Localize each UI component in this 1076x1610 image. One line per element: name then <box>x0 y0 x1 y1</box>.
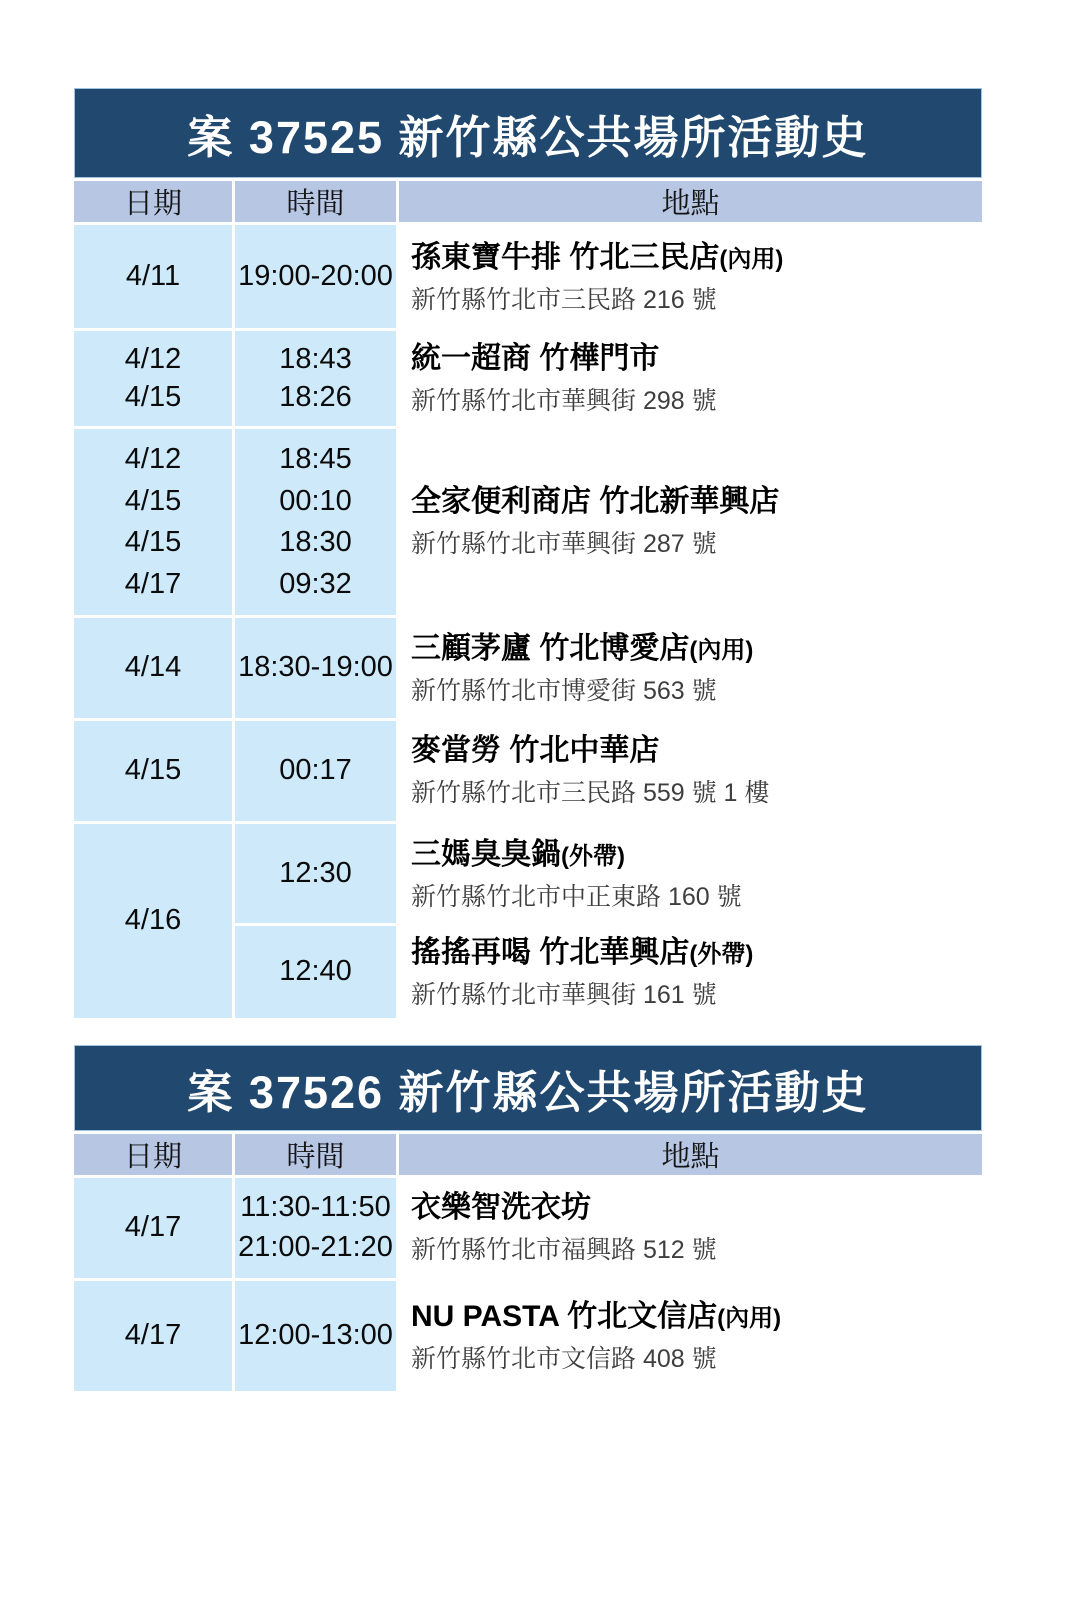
column-header-place: 地點 <box>399 181 982 222</box>
time-cell <box>235 225 396 328</box>
dine-in-tag: (內用) <box>719 245 784 273</box>
time-value: 18:26 <box>279 380 352 413</box>
place-address: 新竹縣竹北市博愛街 563 號 <box>411 677 717 706</box>
date-value: 4/15 <box>124 380 182 413</box>
place-name-line <box>411 1298 781 1333</box>
date-value: 4/14 <box>124 651 182 684</box>
place-name-line <box>411 342 659 375</box>
place-cell <box>399 1178 982 1278</box>
case-37526-header-row <box>74 1134 982 1175</box>
column-header-time: 時間 <box>235 1134 396 1175</box>
takeout-tag: (外帶) <box>689 941 754 969</box>
place-cell <box>399 824 982 923</box>
case-37525-header-row <box>74 181 982 222</box>
column-header-date: 日期 <box>74 1134 232 1175</box>
case-37526-title: 案 37526 新竹縣公共場所活動史 <box>74 1045 982 1131</box>
place-address: 新竹縣竹北市三民路 216 號 <box>411 285 717 314</box>
time-value: 09:32 <box>279 567 352 600</box>
date-cell <box>74 1281 232 1391</box>
place-address: 新竹縣竹北市中正東路 160 號 <box>411 882 742 911</box>
time-value: 12:00-13:00 <box>238 1319 393 1352</box>
place-cell <box>399 1281 982 1391</box>
place-cell <box>399 618 982 718</box>
place-name: 麥當勞 竹北中華店 <box>411 734 660 768</box>
column-header-time: 時間 <box>235 181 396 222</box>
date-value: 4/11 <box>125 259 181 292</box>
time-value: 00:17 <box>279 754 352 787</box>
place-name: 搖搖再喝 竹北華興店 <box>411 936 690 970</box>
place-name-line <box>411 1191 591 1224</box>
time-cell <box>235 721 396 821</box>
place-name: 三媽臭臭鍋 <box>411 837 561 871</box>
time-cell <box>235 618 396 718</box>
column-header-date: 日期 <box>74 181 232 222</box>
place-cell <box>399 225 982 328</box>
place-name-line <box>411 630 753 665</box>
place-cell <box>399 926 982 1018</box>
case-37525-table <box>74 88 982 1018</box>
date-value: 4/15 <box>124 526 182 559</box>
place-name-line <box>411 734 659 767</box>
place-name: 全家便利商店 竹北新華興店 <box>411 485 780 519</box>
place-name: 孫東寶牛排 竹北三民店 <box>411 240 720 274</box>
case-37525-body <box>74 225 982 1018</box>
date-value: 4/17 <box>124 1319 182 1352</box>
date-cell <box>74 429 232 615</box>
date-value: 4/17 <box>124 567 182 600</box>
place-address: 新竹縣竹北市華興街 287 號 <box>411 530 717 559</box>
place-cell <box>399 331 982 426</box>
date-cell <box>74 225 232 328</box>
date-value: 4/12 <box>124 343 182 376</box>
case-37525-title: 案 37525 新竹縣公共場所活動史 <box>74 88 982 178</box>
time-cell <box>235 1178 396 1278</box>
time-cell <box>235 926 396 1018</box>
date-value: 4/15 <box>124 484 182 517</box>
time-value: 21:00-21:20 <box>238 1231 393 1264</box>
time-value: 12:30 <box>279 856 352 889</box>
place-address: 新竹縣竹北市三民路 559 號 1 樓 <box>411 779 770 808</box>
place-address: 新竹縣竹北市福興路 512 號 <box>411 1236 717 1265</box>
place-name: 三顧茅廬 竹北博愛店 <box>411 632 690 666</box>
time-value: 18:30-19:00 <box>238 651 393 684</box>
date-cell-rowspan <box>74 824 232 1018</box>
place-cell <box>399 721 982 821</box>
time-cell <box>235 331 396 426</box>
place-name: 衣樂智洗衣坊 <box>411 1191 591 1225</box>
time-cell <box>235 824 396 923</box>
dine-in-tag: (內用) <box>717 1305 782 1333</box>
column-header-place: 地點 <box>399 1134 982 1175</box>
time-cell <box>235 429 396 615</box>
place-name-line <box>411 239 783 274</box>
time-value: 18:45 <box>279 443 352 476</box>
date-cell <box>74 1178 232 1278</box>
place-name-line <box>411 836 625 871</box>
takeout-tag: (外帶) <box>561 842 625 870</box>
date-value: 4/17 <box>124 1211 182 1244</box>
time-value: 00:10 <box>279 484 352 517</box>
date-cell <box>74 721 232 821</box>
date-value: 4/12 <box>124 443 182 476</box>
time-value: 12:40 <box>279 955 352 988</box>
place-cell <box>399 429 982 615</box>
date-cell <box>74 331 232 426</box>
place-name: NU PASTA 竹北文信店 <box>411 1300 718 1334</box>
case-37526-body <box>74 1178 982 1391</box>
place-name-line <box>411 934 753 969</box>
time-value: 11:30-11:50 <box>240 1191 391 1224</box>
place-name: 統一超商 竹樺門市 <box>411 341 660 375</box>
place-name-line <box>411 485 779 518</box>
case-37526-table <box>74 1045 982 1391</box>
time-value: 19:00-20:00 <box>238 259 393 292</box>
time-value: 18:43 <box>279 343 352 376</box>
dine-in-tag: (內用) <box>689 637 754 665</box>
place-address: 新竹縣竹北市文信路 408 號 <box>411 1345 717 1374</box>
date-cell <box>74 618 232 718</box>
date-value: 4/15 <box>124 754 182 787</box>
place-address: 新竹縣竹北市華興街 161 號 <box>411 981 717 1010</box>
time-value: 18:30 <box>279 526 352 559</box>
time-cell <box>235 1281 396 1391</box>
place-address: 新竹縣竹北市華興街 298 號 <box>411 386 717 415</box>
date-value: 4/16 <box>124 904 182 937</box>
